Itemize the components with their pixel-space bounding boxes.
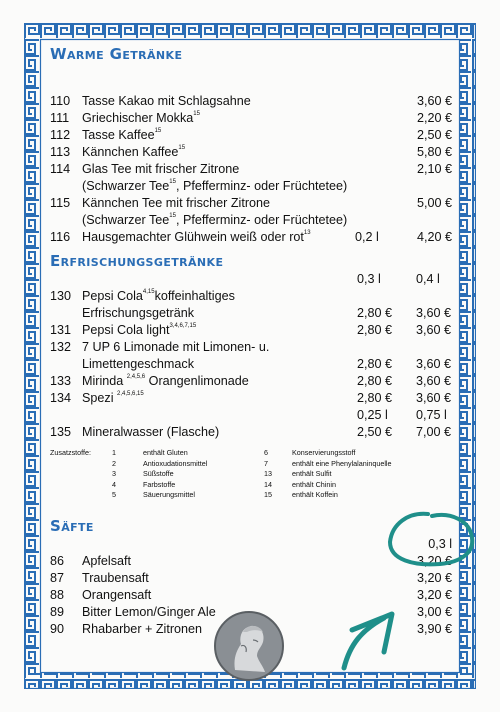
- additive-text: enthält Sulfit: [292, 469, 332, 478]
- item-number: 86: [50, 554, 65, 568]
- additive-superscript: 4,15: [142, 289, 155, 295]
- additives-label: Zusatzstoffe:: [50, 448, 92, 457]
- item-price: 3,90 €: [416, 622, 452, 636]
- item-number: 116: [50, 230, 71, 244]
- item-price-small: 2,80 €: [357, 323, 393, 337]
- item-name: 7 UP 6 Limonade mit Limonen- u.: [82, 340, 270, 354]
- additive-superscript: 3,4,6,7,15: [169, 323, 197, 329]
- item-price: 3,20 €: [416, 554, 452, 568]
- menu-row: [50, 110, 454, 127]
- menu-row: [50, 390, 454, 407]
- item-number: 134: [50, 391, 72, 405]
- item-name: Mineralwasser (Flasche): [82, 425, 220, 439]
- menu-row: [50, 356, 454, 373]
- menu-row: [50, 553, 454, 570]
- menu-row: [50, 570, 454, 587]
- additive-text: enthält Chinin: [292, 479, 336, 489]
- additive-text: Süßstoffe: [143, 469, 174, 478]
- additive-number: 1: [112, 448, 116, 457]
- volume-header-small: 0,3 l: [357, 272, 381, 286]
- item-price-large: 3,60 €: [416, 306, 452, 320]
- item-price: 3,20 €: [416, 588, 452, 602]
- section-heading-juice: Säfte: [50, 517, 94, 535]
- item-number: 89: [50, 605, 65, 619]
- item-price-small: 2,80 €: [357, 357, 393, 371]
- item-volume: 0,2 l: [355, 230, 379, 244]
- item-name: Orangensaft: [82, 588, 152, 602]
- menu-row: [50, 407, 454, 424]
- item-number: 130: [50, 289, 72, 303]
- section-heading-warm: Warme Getränke: [50, 45, 183, 63]
- item-name: Griechischer Mokka$^{15}$: [82, 111, 200, 125]
- additive-superscript: 15: [154, 128, 162, 134]
- item-price-large: 3,60 €: [416, 357, 452, 371]
- menu-row: [50, 288, 454, 305]
- item-number: 87: [50, 571, 65, 585]
- item-number: 113: [50, 145, 71, 159]
- item-name: Tasse Kaffee$^{15}$: [82, 128, 162, 142]
- additive-text: Säuerungsmittel: [143, 490, 195, 499]
- item-name: Spezi $^{2,4,5,6,15}$: [82, 391, 144, 405]
- item-price: 3,60 €: [416, 94, 452, 108]
- additive-number: 13: [264, 469, 272, 478]
- menu-row: [50, 322, 454, 339]
- item-number: 114: [50, 162, 71, 176]
- item-price-large: 3,60 €: [416, 391, 452, 405]
- item-name: Glas Tee mit frischer Zitrone: [82, 162, 240, 176]
- item-name: Rhabarber + Zitronen: [82, 622, 203, 636]
- item-number: 88: [50, 588, 65, 602]
- item-name: Tasse Kakao mit Schlagsahne: [82, 94, 251, 108]
- item-name: Kännchen Kaffee$^{15}$: [82, 145, 186, 159]
- section-heading-cold: Erfrischungsgetränke: [50, 252, 224, 270]
- volume-header: 0,3 l: [428, 537, 452, 551]
- item-price: 2,50 €: [416, 128, 452, 142]
- additive-text: enthält Koffein: [292, 490, 338, 499]
- item-name: (Schwarzer Tee$^{15}$, Pfefferminz- oder Früchtetee): [82, 213, 348, 227]
- item-price-small: 0,25 l: [357, 408, 388, 422]
- item-name: Limettengeschmack: [82, 357, 194, 371]
- additive-superscript: 15: [169, 179, 176, 185]
- item-name: Apfelsaft: [82, 554, 132, 568]
- item-name: Bitter Lemon/Ginger Ale: [82, 605, 216, 619]
- additive-superscript: 2,4,5,6,15: [117, 391, 144, 397]
- item-name: Erfrischungsgetränk: [82, 306, 194, 320]
- additive-text: enthält Gluten: [143, 448, 188, 457]
- item-number: 110: [50, 94, 71, 108]
- item-price: 3,20 €: [416, 571, 452, 585]
- volume-header-row: [50, 536, 454, 553]
- item-number: 112: [50, 128, 71, 142]
- additive-superscript: 15: [178, 145, 186, 151]
- item-price-large: 7,00 €: [416, 425, 452, 439]
- item-name: (Schwarzer Tee$^{15}$, Pfefferminz- oder Früchtetee): [82, 179, 348, 193]
- volume-header-row: [50, 271, 454, 288]
- item-name: Traubensaft: [82, 571, 149, 585]
- additive-number: 15: [264, 490, 272, 499]
- additive-number: 14: [264, 479, 272, 489]
- additive-number: 4: [112, 479, 116, 489]
- additive-number: 2: [112, 458, 116, 468]
- menu-row: [50, 305, 454, 322]
- item-price-large: 3,60 €: [416, 374, 452, 388]
- additive-text: Antioxudationsmittel: [143, 458, 208, 468]
- item-number: 115: [50, 196, 71, 210]
- item-number: 131: [50, 323, 72, 337]
- additive-number: 3: [112, 469, 116, 478]
- additive-superscript: 2,4,5,6: [126, 374, 146, 380]
- additive-superscript: 15: [169, 213, 176, 219]
- item-price-small: 2,80 €: [357, 374, 393, 388]
- item-name: Pepsi Cola$^{4,15}$koffeinhaltiges: [82, 289, 235, 303]
- item-number: 133: [50, 374, 72, 388]
- menu-row: [50, 93, 454, 110]
- menu-row: [50, 178, 454, 195]
- item-price: 5,80 €: [416, 145, 452, 159]
- item-number: 135: [50, 425, 72, 439]
- apollo-medallion-icon: [213, 610, 285, 682]
- menu-row: [50, 195, 454, 212]
- item-name: Mirinda $^{2,4,5,6}$ Orangenlimonade: [82, 374, 249, 388]
- menu-row: [50, 373, 454, 390]
- menu-row: [50, 144, 454, 161]
- item-price-large: 3,60 €: [416, 323, 452, 337]
- item-price: 2,10 €: [416, 162, 452, 176]
- additive-number: 6: [264, 448, 268, 457]
- additive-text: enthält eine Phenylalaninquelle: [292, 458, 392, 468]
- menu-row: [50, 424, 454, 441]
- item-number: 132: [50, 340, 72, 354]
- menu-row: [50, 229, 454, 246]
- item-number: 111: [50, 111, 70, 125]
- menu-row: [50, 587, 454, 604]
- volume-header-large: 0,4 l: [416, 272, 440, 286]
- menu-row: [50, 339, 454, 356]
- item-name: Hausgemachter Glühwein weiß oder rot$^{13}$: [82, 230, 311, 244]
- item-name: Pepsi Cola light$^{3,4,6,7,15}$: [82, 323, 197, 337]
- item-price: 4,20 €: [416, 230, 452, 244]
- item-price-small: 2,50 €: [357, 425, 393, 439]
- item-number: 90: [50, 622, 65, 636]
- item-price: 2,20 €: [416, 111, 452, 125]
- additive-number: 5: [112, 490, 116, 499]
- menu-row: [50, 212, 454, 229]
- additive-text: Konservierungsstoff: [292, 448, 356, 457]
- additive-text: Farbstoffe: [143, 479, 176, 489]
- item-price-small: 2,80 €: [357, 391, 393, 405]
- additive-superscript: 15: [193, 111, 200, 117]
- item-price: 3,00 €: [416, 605, 452, 619]
- item-price: 5,00 €: [416, 196, 452, 210]
- item-name: Kännchen Tee mit frischer Zitrone: [82, 196, 271, 210]
- item-price-small: 2,80 €: [357, 306, 393, 320]
- item-price-large: 0,75 l: [416, 408, 447, 422]
- menu-row: [50, 161, 454, 178]
- additive-number: 7: [264, 458, 268, 468]
- additive-superscript: 13: [303, 230, 311, 236]
- menu-row: [50, 127, 454, 144]
